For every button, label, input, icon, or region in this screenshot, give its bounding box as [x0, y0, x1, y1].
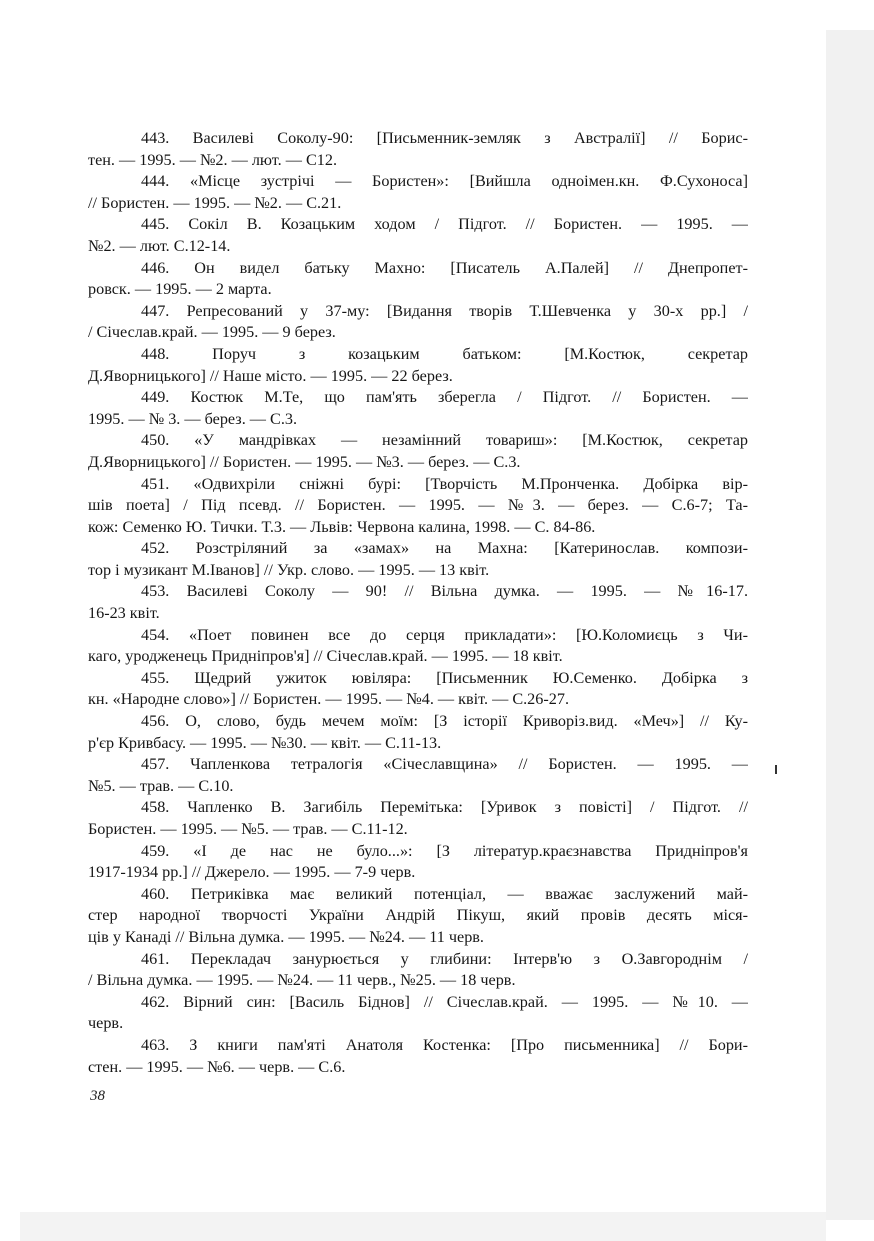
entry-line: черв.: [88, 1014, 124, 1033]
entry-line: 459. «І де нас не було...»: [З літератур.краєзнавства Придніпров'я: [141, 841, 748, 860]
page-number: 38: [90, 1088, 105, 1104]
bibliography-entry: [88, 344, 748, 387]
entry-line: каго, уродженець Придніпров'я] // Січеслав.край. — 1995. — 18 квіт.: [88, 647, 563, 666]
entry-line: 461. Перекладач занурюється у глибини: Інтерв'ю з О.Завгороднім /: [141, 949, 748, 968]
entry-line: ровск. — 1995. — 2 марта.: [88, 280, 272, 299]
entry-line: 455. Щедрий ужиток ювіляра: [Письменник Ю.Семенко. Добірка з: [141, 668, 748, 687]
entry-line: №5. — трав. — С.10.: [88, 776, 234, 795]
bibliography-entry: [88, 214, 748, 257]
entry-line: тор і музикант М.Іванов] // Укр. слово. — 1995. — 13 квіт.: [88, 560, 490, 579]
bibliography-entry: [88, 258, 748, 301]
bibliography-entry: [88, 949, 748, 992]
entry-line: 458. Чапленко В. Загибіль Перемітька: [Уривок з повісті] / Підгот. //: [141, 798, 748, 817]
entry-line: 448. Поруч з козацьким батьком: [М.Костюк, секретар: [141, 344, 748, 363]
entry-line: // Бористен. — 1995. — №2. — С.21.: [88, 193, 342, 212]
bibliography-entry: [88, 884, 748, 949]
entry-line: 451. «Одвихріли сніжні бурі: [Творчість М.Пронченка. Добірка вір-: [141, 474, 748, 493]
entry-line: 443. Василеві Соколу-90: [Письменник-земляк з Австралії] // Борис-: [141, 129, 748, 147]
entry-line: 450. «У мандрівках — незамінний товариш»: [М.Костюк, секретар: [141, 431, 748, 450]
entry-line: 447. Репресований у 37-му: [Видання творів Т.Шевченка у 30-х рр.] /: [141, 301, 748, 320]
entry-line: / Вільна думка. — 1995. — №24. — 11 черв., №25. — 18 черв.: [88, 971, 516, 990]
bibliography-entry: [88, 668, 748, 711]
entry-line: 452. Розстріляний за «замах» на Махна: [Катеринослав. компози-: [141, 539, 748, 558]
bibliography-entry: [88, 711, 748, 754]
bibliography-entry: [88, 474, 748, 539]
entry-line: 456. О, слово, будь мечем моїм: [З історії Криворіз.вид. «Меч»] // Ку-: [141, 712, 748, 731]
entry-line: 463. З книги пам'яті Анатоля Костенка: [Про письменника] // Бори-: [141, 1035, 748, 1054]
entry-line: шів поета] / Під псевд. // Бористен. — 1995. — №3. — берез. — С.6-7; Та-: [88, 496, 748, 515]
entry-line: 444. «Місце зустрічі — Бористен»: [Вийшла одноімен.кн. Ф.Сухоноса]: [141, 172, 748, 191]
bibliography-entry: [88, 387, 748, 430]
bibliography-entry: [88, 128, 748, 171]
bibliography-entry: [88, 1035, 748, 1078]
scan-edge-bottom: [20, 1212, 826, 1241]
scan-edge-right: [826, 30, 874, 1220]
entry-line: тен. — 1995. — №2. — лют. — С12.: [88, 150, 337, 169]
entry-line: 454. «Поет повинен все до серця прикладати»: [Ю.Коломиєць з Чи-: [141, 625, 748, 644]
entry-line: Д.Яворницького] // Наше місто. — 1995. — 22 берез.: [88, 366, 453, 385]
entry-line: / Січеслав.край. — 1995. — 9 берез.: [88, 323, 336, 342]
bibliography-entry: [88, 538, 748, 581]
entry-line: кож: Семенко Ю. Тички. Т.3. — Львів: Червона калина, 1998. — С. 84-86.: [88, 517, 596, 536]
entry-line: Бористен. — 1995. — №5. — трав. — С.11-12.: [88, 820, 408, 838]
bibliography-entry: [88, 581, 748, 624]
bibliography-entry: [88, 301, 748, 344]
bibliography-entry: [88, 754, 748, 797]
entry-line: 446. Он видел батьку Махно: [Писатель А.Палей] // Днепропет-: [141, 258, 748, 277]
entry-line: Д.Яворницького] // Бористен. — 1995. — №3. — берез. — С.3.: [88, 452, 521, 471]
bibliography-entry: [88, 992, 748, 1035]
entry-line: 449. Костюк М.Те, що пам'ять зберегла / Підгот. // Бористен. —: [141, 388, 748, 407]
stray-mark: [775, 765, 777, 774]
bibliography-entry: [88, 841, 748, 884]
entry-line: 460. Петриківка має великий потенціал, — вважає заслужений май-: [141, 884, 748, 903]
entry-line: ців у Канаді // Вільна думка. — 1995. — №24. — 11 черв.: [88, 927, 484, 946]
entry-line: 16-23 квіт.: [88, 604, 160, 623]
bibliography-entry: [88, 625, 748, 668]
entry-line: кн. «Народне слово»] // Бористен. — 1995. — №4. — квіт. — С.26-27.: [88, 690, 569, 709]
bibliography-list: [88, 128, 748, 1078]
entry-line: 457. Чапленкова тетралогія «Січеславщина» // Бористен. — 1995. —: [141, 755, 748, 774]
entry-line: №2. — лют. С.12-14.: [88, 236, 231, 255]
entry-line: 1917-1934 рр.] // Джерело. — 1995. — 7-9 черв.: [88, 863, 416, 882]
entry-line: 453. Василеві Соколу — 90! // Вільна думка. — 1995. — №16-17.: [141, 582, 748, 601]
entry-line: р'єр Кривбасу. — 1995. — №30. — квіт. — С.11-13.: [88, 733, 442, 752]
entry-line: 462. Вірний син: [Василь Біднов] // Січеслав.край. — 1995. — №10. —: [141, 992, 748, 1011]
entry-line: 445. Сокіл В. Козацьким ходом / Підгот. // Бористен. — 1995. —: [141, 215, 748, 234]
bibliography-entry: [88, 171, 748, 214]
bibliography-entry: [88, 797, 748, 840]
entry-line: стер народної творчості України Андрій Пікуш, який провів десять міся-: [88, 906, 748, 925]
entry-line: стен. — 1995. — №6. — черв. — С.6.: [88, 1057, 346, 1076]
entry-line: 1995. — № 3. — берез. — С.3.: [88, 409, 298, 428]
bibliography-entry: [88, 430, 748, 473]
